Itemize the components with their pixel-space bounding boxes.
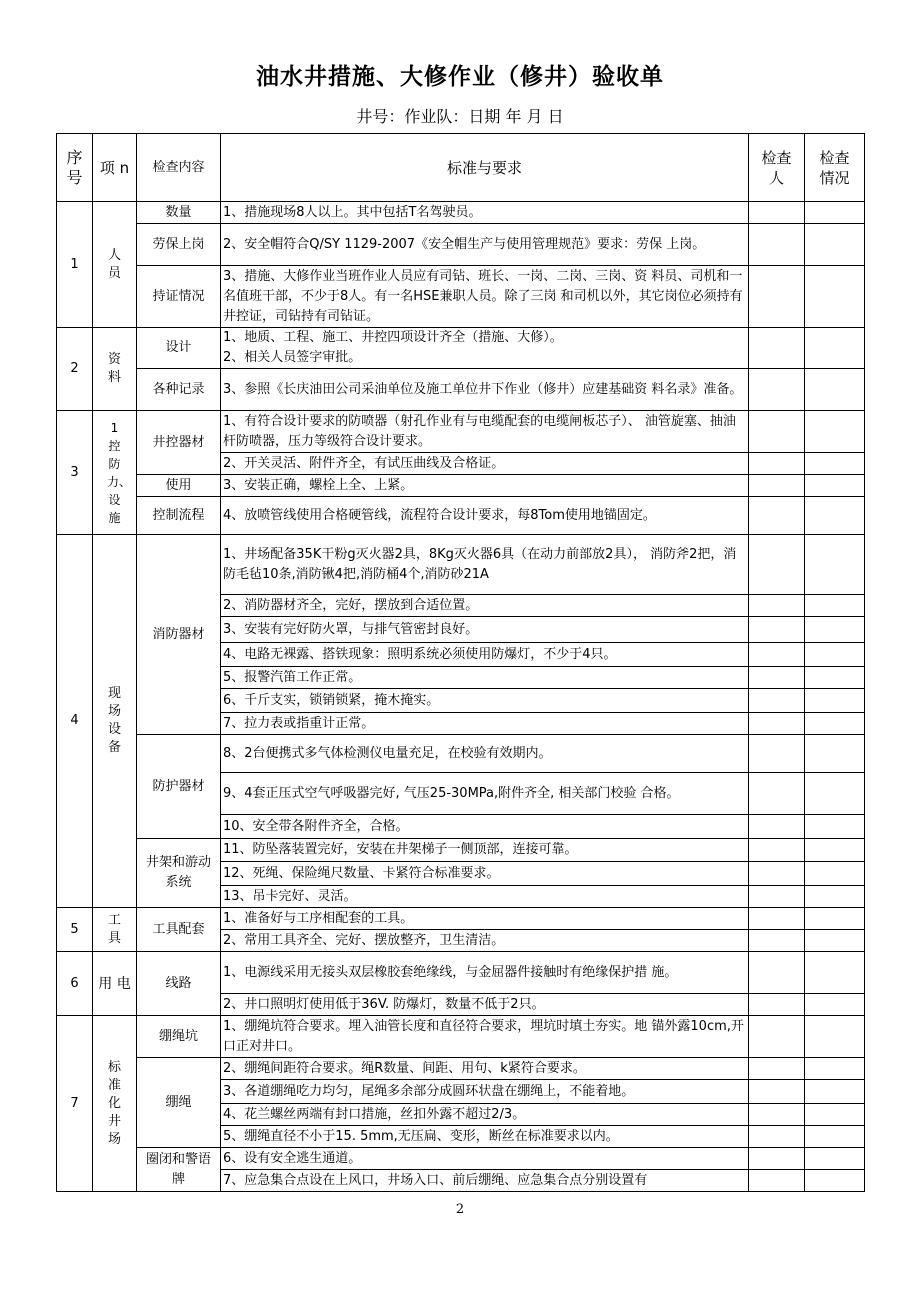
status-cell[interactable]: [805, 886, 865, 908]
inspector-cell[interactable]: [749, 735, 805, 773]
inspector-cell[interactable]: [749, 224, 805, 266]
table-row: [57, 1058, 865, 1080]
status-cell[interactable]: [805, 713, 865, 735]
document-title: 油水井措施、大修作业（修井）验收单: [256, 64, 664, 90]
inspector-cell[interactable]: [749, 1170, 805, 1192]
standard-text: 1、电源线采用无接头双层橡胶套绝缘线，与金屈器件接触时有绝缘保护措 施。: [221, 952, 749, 994]
status-cell[interactable]: [805, 839, 865, 862]
header-no: 序号: [57, 134, 93, 202]
status-cell[interactable]: [805, 202, 865, 224]
section-no: 4: [57, 535, 93, 908]
standard-text: 2、消防器材齐全，完好，摆放到合适位置。: [221, 595, 749, 617]
check-content: 井控器材: [137, 411, 221, 475]
inspector-cell[interactable]: [749, 667, 805, 689]
inspector-cell[interactable]: [749, 994, 805, 1016]
standard-text: 1、有符合设计要求的防喷器（射孔作业有与电缆配套的电缆闸板芯子）、 油管旋塞、抽油杆防喷器，压力等级符合设计要求。: [221, 411, 749, 453]
status-cell[interactable]: [805, 1016, 865, 1058]
table-row: [57, 735, 865, 773]
standard-text: 9、4套正压式空气呼吸器完好, 气压25-30MPa,附件齐全, 相关部门校验 合格。: [221, 773, 749, 815]
standard-text: 1、井场配备35K干粉g灭火器2具，8Kg灭火器6具（在动力前部放2具）， 消防斧2把，消防毛毡10条,消防锹4把,消防桶4个,消防砂21A: [221, 535, 749, 595]
inspector-cell[interactable]: [749, 952, 805, 994]
status-cell[interactable]: [805, 735, 865, 773]
status-cell[interactable]: [805, 328, 865, 369]
section-no: 7: [57, 1016, 93, 1192]
standard-text: 10、安全带各附件齐全，合格。: [221, 815, 749, 839]
table-row: [57, 535, 865, 595]
status-cell[interactable]: [805, 643, 865, 667]
status-cell[interactable]: [805, 667, 865, 689]
inspector-cell[interactable]: [749, 411, 805, 453]
inspector-cell[interactable]: [749, 1126, 805, 1148]
table-row: [57, 839, 865, 862]
inspection-table: [56, 133, 865, 1192]
standard-text: 2、开关灵活、附件齐全，有试压曲线及合格证。: [221, 453, 749, 475]
inspector-cell[interactable]: [749, 1016, 805, 1058]
table-row: [57, 1148, 865, 1170]
status-cell[interactable]: [805, 773, 865, 815]
status-cell[interactable]: [805, 1170, 865, 1192]
section-category: 用 电: [93, 952, 137, 1016]
check-content: 工具配套: [137, 908, 221, 952]
inspector-cell[interactable]: [749, 773, 805, 815]
check-content: 绷绳坑: [137, 1016, 221, 1058]
inspector-cell[interactable]: [749, 908, 805, 930]
inspector-cell[interactable]: [749, 266, 805, 328]
standard-text: 8、2台便携式多气体检测仪电量充足，在校验有效期内。: [221, 735, 749, 773]
status-cell[interactable]: [805, 497, 865, 535]
inspector-cell[interactable]: [749, 595, 805, 617]
status-cell[interactable]: [805, 535, 865, 595]
document-subtitle: 井号：作业队：日期 年 月 日: [356, 107, 564, 126]
header-content: 检查内容: [137, 134, 221, 202]
status-cell[interactable]: [805, 994, 865, 1016]
standard-text: 13、吊卡完好、灵活。: [221, 886, 749, 908]
standard-text: 2、井口照明灯使用低于36V. 防爆灯，数量不低于2只。: [221, 994, 749, 1016]
status-cell[interactable]: [805, 224, 865, 266]
status-cell[interactable]: [805, 1148, 865, 1170]
inspector-cell[interactable]: [749, 1058, 805, 1080]
status-cell[interactable]: [805, 952, 865, 994]
table-row: [57, 369, 865, 411]
standard-text: 6、设有安全逃生通道。: [221, 1148, 749, 1170]
status-cell[interactable]: [805, 411, 865, 453]
inspector-cell[interactable]: [749, 475, 805, 497]
header-standard: 标准与要求: [221, 134, 749, 202]
check-content: 持证情况: [137, 266, 221, 328]
inspector-cell[interactable]: [749, 886, 805, 908]
inspector-cell[interactable]: [749, 815, 805, 839]
check-content: 设计: [137, 328, 221, 369]
section-category: 现场设备: [93, 535, 137, 908]
standard-text: 3、措施、大修作业当班作业人员应有司钻、班长、一岗、二岗、三岗、资 料员、司机和一名值班干部，不少于8人。有一名HSE兼职人员。除了三岗 和司机以外，其它岗位必须持有井控证，司钻持有司钻证。: [221, 266, 749, 328]
check-content: 消防器材: [137, 535, 221, 735]
check-content: 防护器材: [137, 735, 221, 839]
standard-text: 7、拉力表或指重计正常。: [221, 713, 749, 735]
check-content: 线路: [137, 952, 221, 1016]
inspector-cell[interactable]: [749, 617, 805, 643]
table-header-row: [57, 134, 865, 202]
inspector-cell[interactable]: [749, 328, 805, 369]
inspector-cell[interactable]: [749, 1104, 805, 1126]
standard-text: 11、防坠落装置完好，安装在井架梯子一侧顶部，连接可靠。: [221, 839, 749, 862]
section-no: 6: [57, 952, 93, 1016]
standard-text: 12、死绳、保险绳尺数量、卡紧符合标准要求。: [221, 862, 749, 886]
standard-text: 3、参照《长庆油田公司采油单位及施工单位井下作业（修井）应建基础资 料名录》准备。: [221, 369, 749, 411]
table-row: [57, 411, 865, 453]
header-inspector: 检查人: [749, 134, 805, 202]
check-content: 各种记录: [137, 369, 221, 411]
section-no: 2: [57, 328, 93, 411]
status-cell[interactable]: [805, 617, 865, 643]
standard-text: 4、电路无裸露、搭铁现象：照明系统必须使用防爆灯，不少于4只。: [221, 643, 749, 667]
inspector-cell[interactable]: [749, 497, 805, 535]
status-cell[interactable]: [805, 930, 865, 952]
standard-text: 2、安全帽符合Q/SY 1129-2007《安全帽生产与使用管理规范》要求：劳保 上岗。: [221, 224, 749, 266]
table-row: [57, 328, 865, 369]
standard-text: 5、报警汽笛工作正常。: [221, 667, 749, 689]
status-cell[interactable]: [805, 1080, 865, 1104]
check-content: 数量: [137, 202, 221, 224]
status-cell[interactable]: [805, 815, 865, 839]
inspector-cell[interactable]: [749, 453, 805, 475]
inspector-cell[interactable]: [749, 1148, 805, 1170]
status-cell[interactable]: [805, 475, 865, 497]
status-cell[interactable]: [805, 595, 865, 617]
check-content: 劳保上岗: [137, 224, 221, 266]
section-category: 工具: [93, 908, 137, 952]
status-cell[interactable]: [805, 1104, 865, 1126]
section-category: 人员: [93, 202, 137, 328]
inspector-cell[interactable]: [749, 839, 805, 862]
table-row: [57, 1016, 865, 1058]
status-cell[interactable]: [805, 862, 865, 886]
inspector-cell[interactable]: [749, 930, 805, 952]
status-cell[interactable]: [805, 1126, 865, 1148]
section-no: 5: [57, 908, 93, 952]
check-content: 使用: [137, 475, 221, 497]
status-cell[interactable]: [805, 266, 865, 328]
standard-text: 1、措施现场8人以上。其中包括T名驾驶员。: [221, 202, 749, 224]
standard-text: 3、各道绷绳吃力均匀，尾绳多余部分成圆环状盘在绷绳上，不能着地。: [221, 1080, 749, 1104]
table-row: [57, 202, 865, 224]
section-category: 1控防力、设施: [93, 411, 137, 535]
status-cell[interactable]: [805, 369, 865, 411]
standard-text: 3、安装正确，螺栓上全、上紧。: [221, 475, 749, 497]
table-row: [57, 908, 865, 930]
inspector-cell[interactable]: [749, 535, 805, 595]
standard-text: 3、安装有完好防火罩，与排气管密封良好。: [221, 617, 749, 643]
standard-text: 4、花兰螺丝两端有封口措施，丝扣外露不超过2/3。: [221, 1104, 749, 1126]
inspector-cell[interactable]: [749, 689, 805, 713]
standard-text: 2、绷绳间距符合要求。绳R数量、间距、用句、k紧符合要求。: [221, 1058, 749, 1080]
inspector-cell[interactable]: [749, 713, 805, 735]
standard-text: 4、放喷管线使用合格硬管线，流程符合设计要求，每8Tom使用地锚固定。: [221, 497, 749, 535]
table-row: [57, 266, 865, 328]
status-cell[interactable]: [805, 908, 865, 930]
table-row: [57, 224, 865, 266]
standard-text: 1、绷绳坑符合要求。埋入油管长度和直径符合要求，埋坑时填土夯实。地 锚外露10cm,开口正对井口。: [221, 1016, 749, 1058]
check-content: 控制流程: [137, 497, 221, 535]
inspector-cell[interactable]: [749, 369, 805, 411]
status-cell[interactable]: [805, 689, 865, 713]
inspector-cell[interactable]: [749, 202, 805, 224]
standard-text: 2、常用工具齐全、完好、摆放整齐，卫生清洁。: [221, 930, 749, 952]
check-content: 绷绳: [137, 1058, 221, 1148]
section-no: 3: [57, 411, 93, 535]
status-cell[interactable]: [805, 1058, 865, 1080]
header-status: 检查情况: [805, 134, 865, 202]
section-no: 1: [57, 202, 93, 328]
check-content: 圈闭和警语牌: [137, 1148, 221, 1192]
table-row: [57, 952, 865, 994]
inspector-cell[interactable]: [749, 862, 805, 886]
standard-text: 7、应急集合点设在上风口，井场入口、前后绷绳、应急集合点分别设置有: [221, 1170, 749, 1192]
check-content: 井架和游动系统: [137, 839, 221, 908]
inspector-cell[interactable]: [749, 643, 805, 667]
inspector-cell[interactable]: [749, 1080, 805, 1104]
standard-text: 1、地质、工程、施工、井控四项设计齐全（措施、大修）。 2、相关人员签字审批。: [221, 328, 749, 369]
page-number: 2: [455, 1202, 465, 1217]
status-cell[interactable]: [805, 453, 865, 475]
table-row: [57, 497, 865, 535]
table-row: [57, 475, 865, 497]
standard-text: 1、准备好与工序相配套的工具。: [221, 908, 749, 930]
section-category: 资料: [93, 328, 137, 411]
standard-text: 5、绷绳直径不小于15. 5mm,无压扁、变形，断丝在标准要求以内。: [221, 1126, 749, 1148]
section-category: 标准化井场: [93, 1016, 137, 1192]
header-item: 项 n: [93, 134, 137, 202]
standard-text: 6、千斤支实，锁销锁紧，掩木掩实。: [221, 689, 749, 713]
